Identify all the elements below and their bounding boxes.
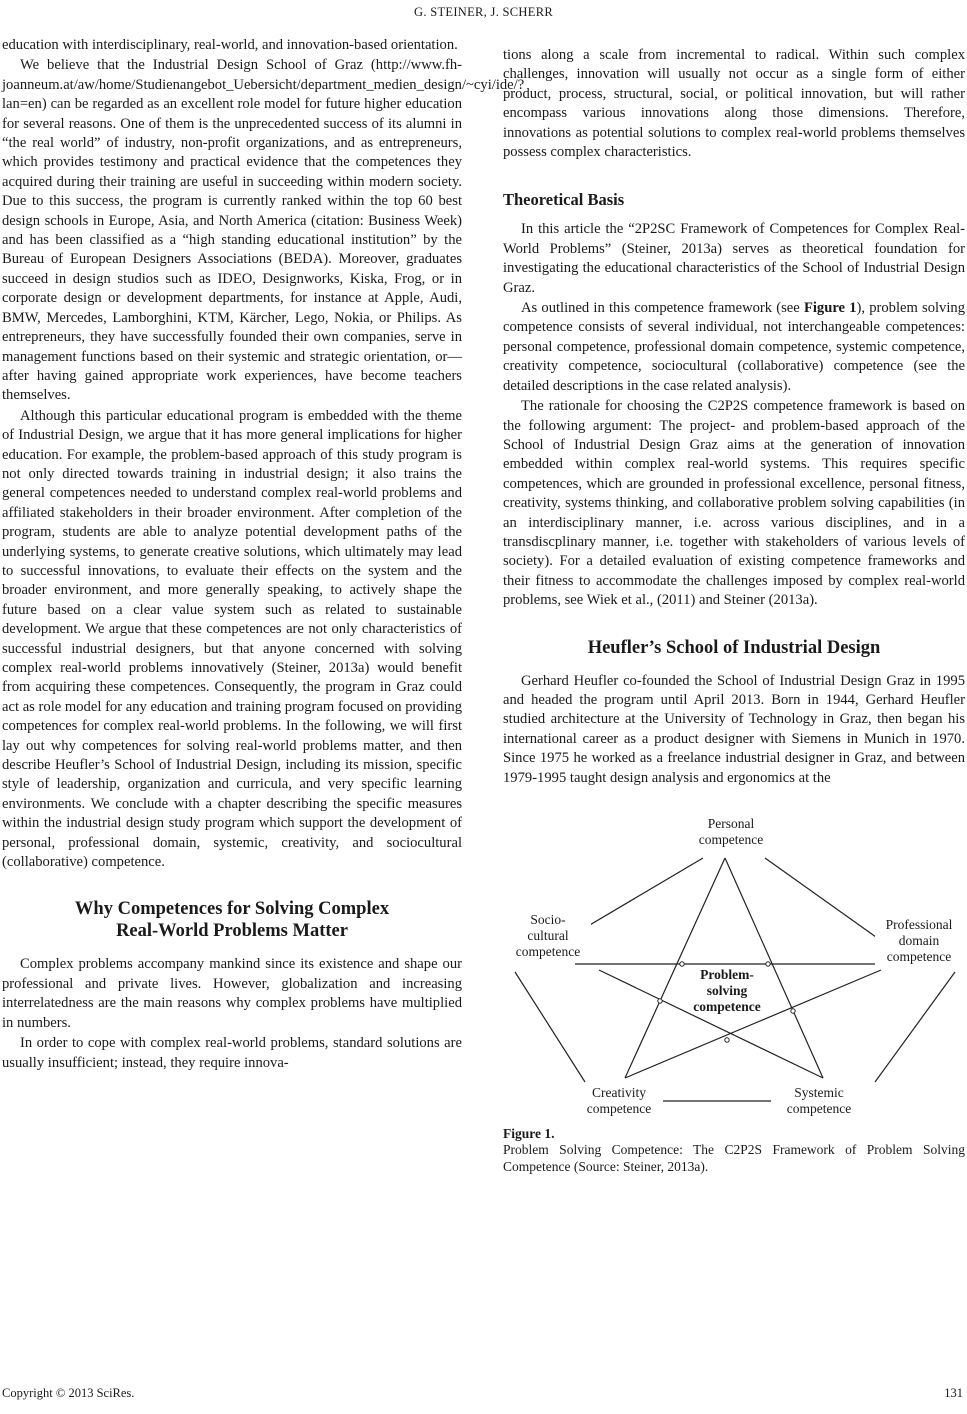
label-line: Socio- bbox=[530, 912, 566, 927]
junction-dot bbox=[658, 999, 662, 1003]
label-line: competence bbox=[586, 1101, 652, 1116]
creativity-competence-label bbox=[575, 1085, 663, 1117]
paragraph bbox=[503, 299, 965, 396]
label-line: cultural bbox=[527, 928, 569, 943]
label-line: domain bbox=[898, 933, 940, 948]
left-column bbox=[2, 36, 525, 1073]
page-number: 131 bbox=[944, 1386, 963, 1400]
figure-caption: Problem Solving Competence: The C2P2S Framework of Problem Solving Competence (Source: Steiner, 2013a). bbox=[503, 1142, 965, 1174]
edge-line bbox=[765, 858, 883, 942]
paragraph: tions along a scale from incremental to radical. Within such complex challenges, innovation will usually not occur as a single form of either product, process, structural, social, or political innovation, but will rather encompass various innovations along those dimensions. Therefore, innovations as potential solutions to complex real-world problems themselves possess complex characteristics. bbox=[503, 47, 965, 161]
subsection-heading: Theoretical Basis bbox=[503, 190, 625, 210]
section-heading bbox=[2, 898, 462, 942]
label-line: competence bbox=[786, 1101, 852, 1116]
junction-dot bbox=[680, 962, 684, 966]
junction-dot bbox=[725, 1038, 729, 1042]
label-line: Creativity bbox=[592, 1085, 646, 1100]
label-line: Professional bbox=[885, 917, 953, 932]
paragraph: In this article the “2P2SC Framework of Competences for Complex Real-World Problems” (Steiner, 2013a) serves as theoretical foundation for investigating the educational characteristics of the School of Industrial Design Graz. bbox=[503, 221, 965, 296]
text-run: ), problem solving competence consists of several individual, not interchangeable competences: personal competence, professional domain competence, systemic competence, creativity competence, sociocultural (collaborative) competence (see the detailed descriptions in the case related analysis). bbox=[503, 300, 965, 394]
label-line: Problem- bbox=[700, 967, 754, 982]
right-column bbox=[503, 46, 965, 1175]
figure-caption-title: Figure 1. bbox=[503, 1126, 555, 1141]
figure-reference: Figure 1 bbox=[803, 300, 857, 317]
label-line: competence bbox=[515, 944, 581, 959]
junction-dot bbox=[791, 1009, 795, 1013]
edge-line bbox=[515, 972, 585, 1082]
paragraph: Complex problems accompany mankind since its existence and shape our professional and private lives. However, globalization and increasing interrelatedness are the main reasons why complex problems have multiplied in numbers. bbox=[2, 956, 462, 1031]
section-heading-line: Real-World Problems Matter bbox=[116, 921, 348, 942]
label-line: Systemic bbox=[794, 1085, 844, 1100]
professional-domain-competence-label bbox=[875, 917, 963, 965]
personal-competence-label bbox=[686, 816, 776, 848]
label-line: competence bbox=[698, 832, 764, 847]
paragraph: education with interdisciplinary, real-world, and innovation-based orientation. bbox=[2, 37, 458, 53]
sociocultural-competence-label bbox=[505, 912, 591, 960]
paragraph: In order to cope with complex real-world problems, standard solutions are usually insufficient; instead, they require innova- bbox=[2, 1035, 462, 1071]
problem-solving-competence-label bbox=[677, 967, 777, 1015]
copyright-notice: Copyright © 2013 SciRes. bbox=[2, 1386, 135, 1400]
label-line: solving bbox=[706, 983, 748, 998]
systemic-competence-label bbox=[775, 1085, 863, 1117]
label-line: competence bbox=[693, 999, 761, 1014]
paragraph: Gerhard Heufler co-founded the School of Industrial Design Graz in 1995 and headed the program until April 2013. Born in 1944, Gerhard Heufler studied architecture at the University of Technology in Graz, then began his international career as a product designer with Siemens in Munich in 1970. Since 1975 he worked as a freelance industrial designer in Graz, and between 1979-1995 taught design analysis and ergonomics at the bbox=[503, 672, 965, 786]
junction-dot bbox=[766, 962, 770, 966]
label-line: Personal bbox=[707, 816, 755, 831]
edge-line bbox=[875, 972, 955, 1082]
label-line: competence bbox=[886, 949, 952, 964]
paragraph: Although this particular educational program is embedded with the theme of Industrial Design, we argue that it has more general implications for higher education. For example, the problem-based approach of this study program is not only directed towards training in industrial design; it also trains the general competences needed to understand complex real-world problems and affiliated stakeholders in their broader environment. After completion of the program, students are able to analyze potential development paths of the underlying systems, to generate creative solutions, which ultimately may lead to successful innovations, to evaluate their effects on the system and the broader environment, and more generally speaking, to actively shape the future based on a clear value system such as related to sustainable development. We argue that these competences are not only characteristics of successful industrial designers, but that anyone concerned with solving complex real-world problems innovatively (Steiner, 2013a) would benefit from acquiring these competences. Consequently, the program in Graz could act as role model for any education and training program focused on providing competences for complex real-world problems. In the following, we will first lay out why competences for solving real-world problems matter, and then describe Heufler’s School of Industrial Design, including its mission, specific style of leadership, organization and curricula, and very specific learning environments. We conclude with a chapter describing the specific measures within the industrial design study program which support the development of personal, professional domain, systemic, creativity, and sociocultural (collaborative) competence. bbox=[2, 407, 462, 871]
section-heading-line: Why Competences for Solving Complex bbox=[74, 899, 390, 920]
competence-diagram bbox=[503, 810, 963, 1118]
text-run: As outlined in this competence framework (see bbox=[521, 300, 804, 317]
paragraph: The rationale for choosing the C2P2S competence framework is based on the following argument: The project- and problem-based approach of the School of Industrial Design Graz aims at the generation of innovation embedded within complex real-world systems. This requires specific competences, which are grounded in professional excellence, personal fitness, creativity, systems thinking, and collaborative problem solving capabilities (in an interdisciplinary manner, i.e. across various disciplines, and in a transdiscplinary manner, i.e. together with stakeholders of various levels of society). For a detailed evaluation of existing competence frameworks and their fitness to accommodate the challenges imposed by complex real-world problems, see Wiek et al., (2011) and Steiner (2013a). bbox=[503, 398, 965, 609]
paragraph: We believe that the Industrial Design School of Graz (http://www.fh-joanneum.at/aw/home/Studienangebot_Uebersicht/department_medien_design/~cyi/ide/?lan=en) can be regarded as an excellent role model for future higher education for several reasons. One of them is the unprecedented success of its alumni in “the real world” of industry, non-profit organizations, and as entrepreneurs, which provides testimony and practical evidence that the competences they acquired during their training are useful in succeeding within modern society. Due to this success, the program is currently ranked within the top 60 best design schools in Europe, Asia, and North America (citation: Business Week) and has been classified as a “high standing educational institution” by the Bureau of European Designers Associations (BEDA). Moreover, graduates succeed in design studios such as IDEO, Designworks, Kiska, Frog, or in corporate design or development departments, for instance at Apple, Audi, BMW, Mercedes, Lamborghini, KTM, Kärcher, Lego, Nokia, or Philips. As entrepreneurs, they have successfully founded their own companies, serve in management functions based on their systemic and strategic orientation, or—after having gained appropriate work experiences, have become teachers themselves. bbox=[2, 57, 525, 404]
running-head: G. STEINER, J. SCHERR bbox=[414, 5, 553, 19]
section-heading: Heufler’s School of Industrial Design bbox=[587, 637, 881, 658]
